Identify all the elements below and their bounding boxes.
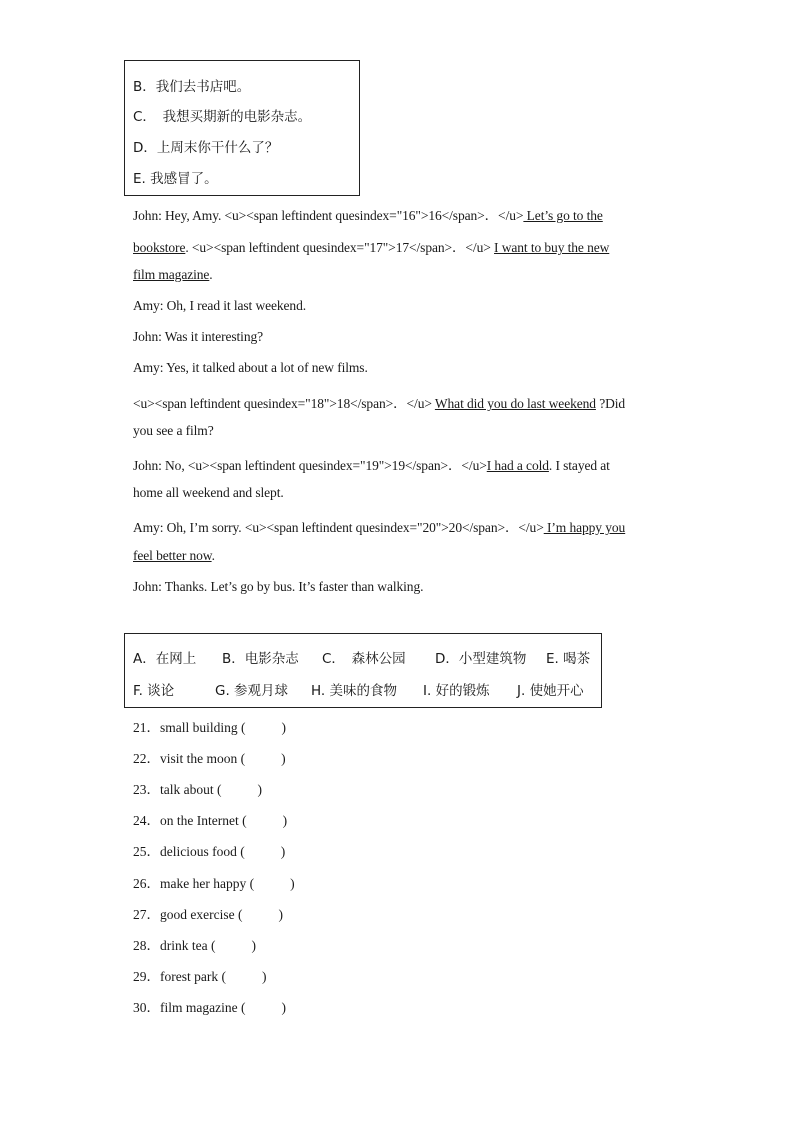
question-28 bbox=[133, 934, 256, 954]
question-22 bbox=[133, 747, 286, 767]
dialogue-line-3 bbox=[133, 267, 213, 283]
question-number: 30． bbox=[133, 1000, 160, 1015]
question-close: ) bbox=[281, 1000, 286, 1015]
dialogue-line-11 bbox=[133, 516, 625, 536]
question-close: ) bbox=[261, 969, 267, 984]
question-number: 26． bbox=[133, 876, 160, 891]
dialogue-line-1 bbox=[133, 204, 603, 224]
question-number: 25． bbox=[133, 844, 160, 859]
answer-underline: I want to buy the new bbox=[494, 240, 610, 255]
answer-underline: I’m happy you bbox=[543, 520, 626, 535]
dialogue-line-7 bbox=[133, 392, 625, 412]
question-number: 29． bbox=[133, 969, 160, 984]
question-close: ) bbox=[281, 720, 286, 735]
question-text: delicious food ( bbox=[160, 844, 245, 859]
dialogue-line-2 bbox=[133, 236, 609, 256]
question-text: visit the moon ( bbox=[160, 751, 246, 766]
option-c: C． 我想买期新的电影杂志。 bbox=[133, 109, 312, 125]
question-text: film magazine ( bbox=[160, 1000, 246, 1015]
question-number: 28． bbox=[133, 938, 160, 953]
question-close: ) bbox=[257, 782, 262, 797]
question-26 bbox=[133, 872, 295, 892]
dialogue-text: John: Hey, Amy. <u><span leftindent quesindex="16">16</span>．</u> bbox=[133, 208, 524, 223]
answer-underline: What did you do last weekend bbox=[434, 396, 596, 411]
word-h: H. 美味的食物 bbox=[311, 683, 397, 699]
dialogue-text: . bbox=[209, 267, 213, 282]
dialogue-line-10: home all weekend and slept. bbox=[133, 485, 284, 500]
question-text: small building ( bbox=[160, 720, 246, 735]
question-number: 21． bbox=[133, 720, 160, 735]
dialogue-line-6: Amy: Yes, it talked about a lot of new films. bbox=[133, 360, 368, 375]
dialogue-line-5: John: Was it interesting? bbox=[133, 329, 264, 344]
question-number: 22． bbox=[133, 751, 160, 766]
dialogue-text: . <u><span leftindent quesindex="17">17</span>．</u> bbox=[185, 240, 495, 255]
question-number: 27． bbox=[133, 907, 160, 922]
word-f: F. 谈论 bbox=[133, 683, 175, 699]
question-25 bbox=[133, 840, 285, 860]
options-box bbox=[124, 60, 360, 196]
option-b: B．我们去书店吧。 bbox=[133, 79, 251, 95]
dialogue-line-12 bbox=[133, 548, 215, 564]
word-e: E. 喝茶 bbox=[546, 651, 591, 667]
answer-underline: Let’s go to the bbox=[523, 208, 603, 223]
word-g: G. 参观月球 bbox=[215, 683, 289, 699]
question-27 bbox=[133, 903, 283, 923]
dialogue-line-8: you see a film? bbox=[133, 423, 214, 438]
question-text: make her happy ( bbox=[160, 876, 255, 891]
question-close: ) bbox=[282, 813, 288, 828]
word-c: C． 森林公园 bbox=[322, 651, 406, 667]
answer-underline: I had a cold bbox=[486, 458, 549, 473]
dialogue-text: <u><span leftindent quesindex="18">18</span>．</u> bbox=[133, 396, 435, 411]
question-text: drink tea ( bbox=[160, 938, 216, 953]
question-number: 23． bbox=[133, 782, 160, 797]
answer-underline: feel better now bbox=[133, 548, 212, 563]
dialogue-line-9 bbox=[133, 454, 610, 474]
question-close: ) bbox=[278, 907, 283, 922]
question-text: talk about ( bbox=[160, 782, 222, 797]
word-bank-box bbox=[124, 633, 602, 708]
dialogue-text: John: No, <u><span leftindent quesindex="19">19</span>．</u> bbox=[133, 458, 487, 473]
question-close: ) bbox=[280, 844, 286, 859]
question-24 bbox=[133, 809, 287, 829]
dialogue-text: . I stayed at bbox=[548, 458, 610, 473]
question-number: 24． bbox=[133, 813, 160, 828]
question-close: ) bbox=[251, 938, 256, 953]
word-d: D．小型建筑物 bbox=[435, 651, 527, 667]
question-close: ) bbox=[290, 876, 295, 891]
question-30 bbox=[133, 996, 286, 1016]
option-e: E. 我感冒了。 bbox=[133, 171, 218, 187]
question-text: forest park ( bbox=[160, 969, 226, 984]
question-text: on the Internet ( bbox=[160, 813, 247, 828]
question-text: good exercise ( bbox=[160, 907, 243, 922]
word-j: J. 使她开心 bbox=[517, 683, 584, 699]
word-b: B．电影杂志 bbox=[222, 651, 299, 667]
answer-underline: film magazine bbox=[133, 267, 210, 282]
word-i: I. 好的锻炼 bbox=[423, 683, 490, 699]
dialogue-line-4: Amy: Oh, I read it last weekend. bbox=[133, 298, 306, 313]
dialogue-text: ?Did bbox=[595, 396, 626, 411]
question-close: ) bbox=[281, 751, 286, 766]
dialogue-text: Amy: Oh, I’m sorry. <u><span leftindent quesindex="20">20</span>．</u> bbox=[133, 520, 544, 535]
word-a: A．在网上 bbox=[133, 651, 197, 667]
option-d: D．上周末你干什么了？ bbox=[133, 140, 279, 156]
dialogue-text: . bbox=[211, 548, 215, 563]
answer-underline: bookstore bbox=[133, 240, 186, 255]
question-29 bbox=[133, 965, 266, 985]
question-23 bbox=[133, 778, 262, 798]
dialogue-line-13: John: Thanks. Let’s go by bus. It’s faster than walking. bbox=[133, 579, 424, 594]
question-21 bbox=[133, 716, 286, 736]
